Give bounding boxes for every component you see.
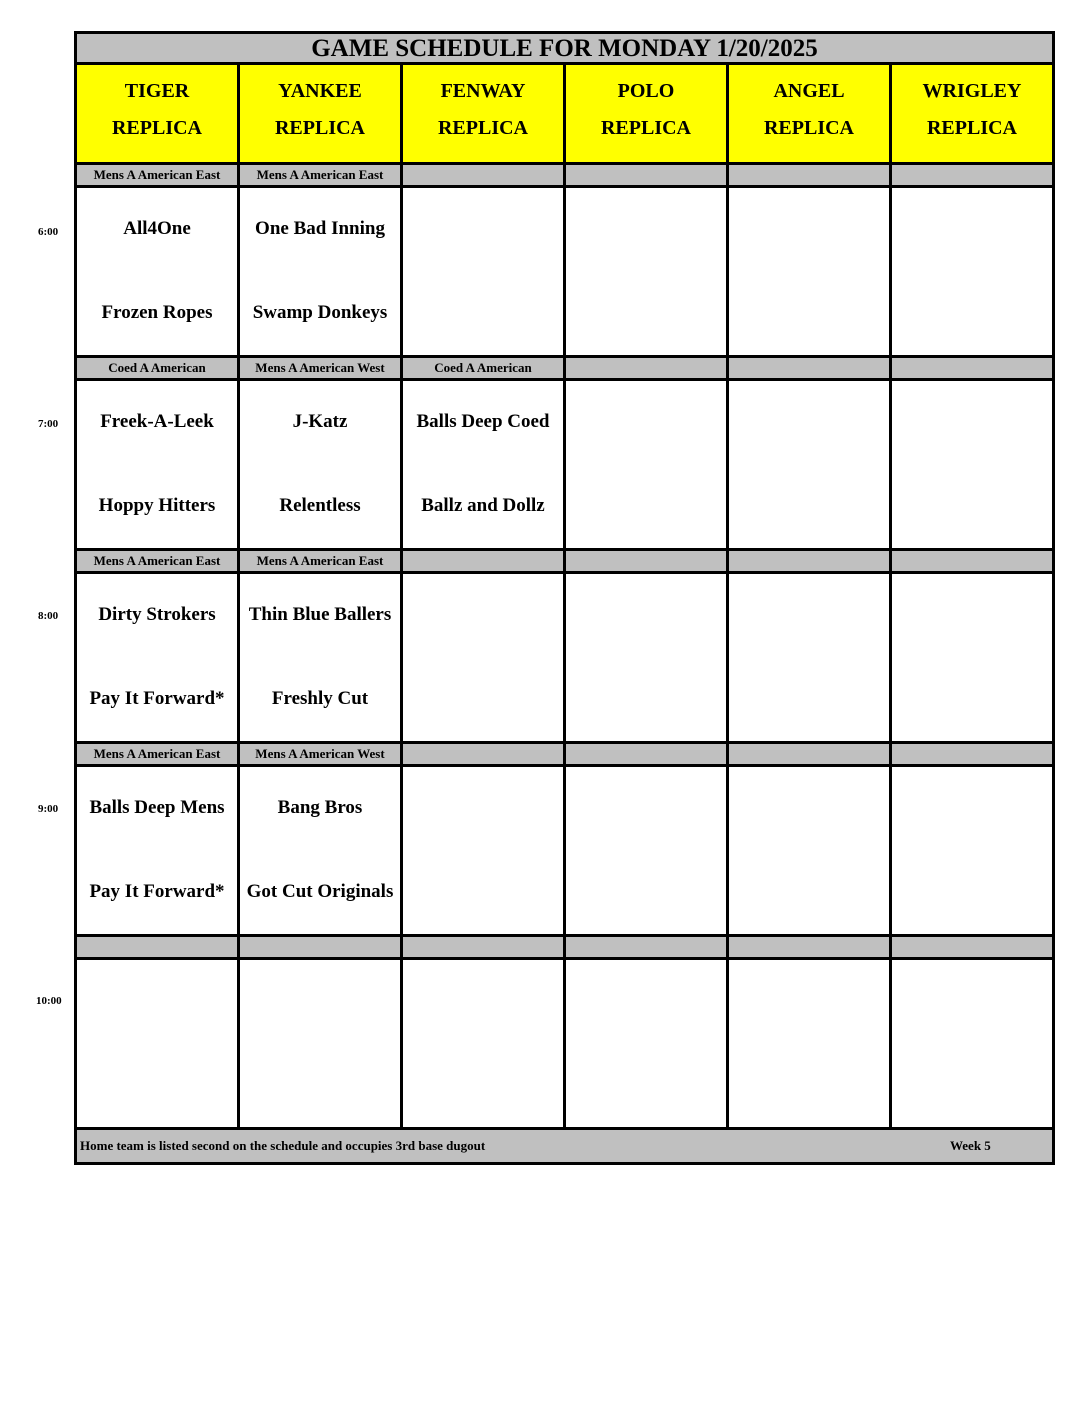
game-cell xyxy=(563,381,726,548)
game-cell xyxy=(563,574,726,741)
time-label-10: 10:00 xyxy=(36,995,62,1007)
home-team: Relentless xyxy=(279,495,361,516)
division-label xyxy=(563,937,726,957)
field-type: REPLICA xyxy=(274,117,365,139)
games-row xyxy=(74,960,1055,1130)
division-label xyxy=(563,358,726,378)
away-team: One Bad Inning xyxy=(255,218,385,239)
game-cell xyxy=(400,960,563,1127)
home-team: Frozen Ropes xyxy=(101,302,213,323)
field-type: REPLICA xyxy=(763,117,854,139)
division-label xyxy=(726,937,889,957)
game-cell xyxy=(77,767,237,934)
division-row xyxy=(74,165,1055,188)
home-team-note: Home team is listed second on the schedule and occupies 3rd base dugout xyxy=(80,1138,486,1153)
division-label xyxy=(726,744,889,764)
game-cell xyxy=(237,767,400,934)
division-label: Mens A American West xyxy=(237,358,400,378)
game-cell xyxy=(77,188,237,355)
field-type: REPLICA xyxy=(600,117,691,139)
games-row xyxy=(74,574,1055,744)
game-cell xyxy=(77,960,237,1127)
game-cell xyxy=(889,381,1052,548)
field-name: ANGEL xyxy=(773,80,845,102)
division-label: Mens A American East xyxy=(237,165,400,185)
time-label-9: 9:00 xyxy=(38,803,59,815)
time-label-7: 7:00 xyxy=(38,418,59,430)
away-team: Bang Bros xyxy=(277,797,363,818)
division-label: Coed A American xyxy=(108,360,206,375)
game-cell xyxy=(400,381,563,548)
game-cell xyxy=(400,574,563,741)
field-header xyxy=(563,65,726,162)
division-label xyxy=(726,165,889,185)
division-label xyxy=(237,937,400,957)
away-team: Thin Blue Ballers xyxy=(248,604,392,625)
home-team: Pay It Forward* xyxy=(89,881,225,902)
game-cell xyxy=(77,574,237,741)
game-cell xyxy=(889,574,1052,741)
field-name: YANKEE xyxy=(278,80,362,102)
away-team: Balls Deep Mens xyxy=(89,797,225,818)
field-header-row xyxy=(74,65,1055,165)
game-cell xyxy=(726,188,889,355)
division-label xyxy=(726,551,889,571)
game-cell xyxy=(400,767,563,934)
division-label xyxy=(400,165,563,185)
field-name: FENWAY xyxy=(440,80,526,102)
home-team: Hoppy Hitters xyxy=(98,495,216,516)
division-label xyxy=(563,165,726,185)
field-type: REPLICA xyxy=(926,117,1017,139)
field-header xyxy=(889,65,1052,162)
division-label xyxy=(889,358,1052,378)
time-label-8: 8:00 xyxy=(38,610,59,622)
game-cell xyxy=(726,960,889,1127)
game-cell xyxy=(400,188,563,355)
week-label: Week 5 xyxy=(950,1138,991,1153)
field-header xyxy=(77,65,237,162)
home-team: Ballz and Dollz xyxy=(421,495,545,516)
away-team: All4One xyxy=(123,218,191,239)
field-name: TIGER xyxy=(124,80,190,102)
division-label: Mens A American East xyxy=(93,167,221,182)
division-label xyxy=(563,744,726,764)
away-team: Dirty Strokers xyxy=(98,604,216,625)
game-cell xyxy=(563,767,726,934)
games-row xyxy=(74,188,1055,358)
game-cell xyxy=(726,767,889,934)
time-label-6: 6:00 xyxy=(38,226,59,238)
division-label xyxy=(400,937,563,957)
schedule-title: GAME SCHEDULE FOR MONDAY 1/20/2025 xyxy=(74,31,1055,65)
game-cell xyxy=(237,381,400,548)
division-label xyxy=(400,551,563,571)
game-cell xyxy=(889,188,1052,355)
division-label: Mens A American East xyxy=(93,746,221,761)
game-cell xyxy=(726,381,889,548)
division-row xyxy=(74,744,1055,767)
games-row xyxy=(74,767,1055,937)
game-cell xyxy=(237,188,400,355)
game-cell xyxy=(77,381,237,548)
game-cell xyxy=(563,960,726,1127)
division-label xyxy=(400,744,563,764)
game-cell xyxy=(726,574,889,741)
home-team: Swamp Donkeys xyxy=(252,302,388,323)
home-team: Pay It Forward* xyxy=(89,688,225,709)
division-row xyxy=(74,358,1055,381)
field-header xyxy=(400,65,563,162)
division-label: Mens A American East xyxy=(93,553,221,568)
division-row xyxy=(74,937,1055,960)
division-label xyxy=(77,937,237,957)
division-label: Mens A American East xyxy=(237,551,400,571)
game-cell xyxy=(237,960,400,1127)
division-label: Coed A American xyxy=(400,358,563,378)
game-cell xyxy=(563,188,726,355)
division-label: Mens A American West xyxy=(237,744,400,764)
field-header xyxy=(726,65,889,162)
division-label xyxy=(563,551,726,571)
division-label xyxy=(889,165,1052,185)
away-team: Balls Deep Coed xyxy=(416,411,550,432)
games-row xyxy=(74,381,1055,551)
field-type: REPLICA xyxy=(437,117,528,139)
home-team: Freshly Cut xyxy=(271,688,369,709)
field-name: POLO xyxy=(617,80,675,102)
division-label xyxy=(889,551,1052,571)
schedule-footer xyxy=(74,1130,1055,1165)
field-header xyxy=(237,65,400,162)
away-team: J-Katz xyxy=(292,411,348,432)
away-team: Freek-A-Leek xyxy=(100,411,214,432)
home-team: Got Cut Originals xyxy=(246,881,394,902)
division-label xyxy=(889,937,1052,957)
field-type: REPLICA xyxy=(111,117,202,139)
game-cell xyxy=(237,574,400,741)
game-cell xyxy=(889,767,1052,934)
division-label xyxy=(726,358,889,378)
division-row xyxy=(74,551,1055,574)
division-label xyxy=(889,744,1052,764)
game-cell xyxy=(889,960,1052,1127)
field-name: WRIGLEY xyxy=(922,80,1022,102)
schedule-sheet xyxy=(74,31,1055,1165)
